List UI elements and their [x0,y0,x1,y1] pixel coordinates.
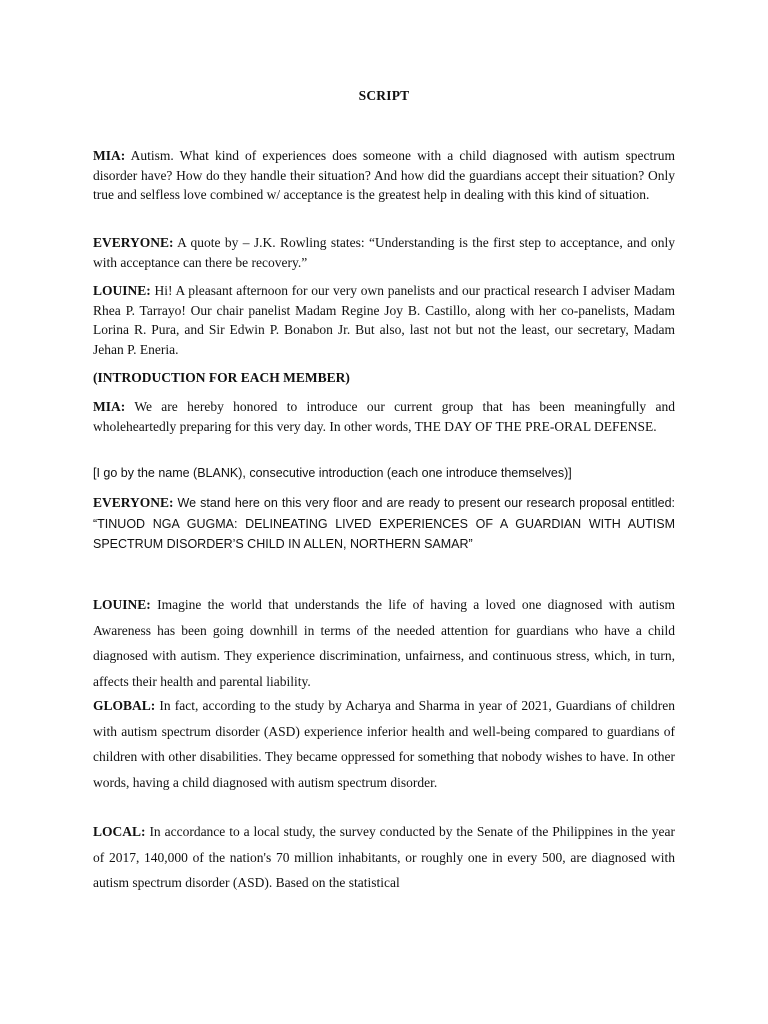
speaker-label: LOUINE: [93,597,151,612]
paragraph-text: A quote by – J.K. Rowling states: “Understanding is the first step to acceptance, and only with acceptance can there be recovery.” [93,235,675,270]
paragraph-global [93,693,675,795]
paragraph-introduction-note: [I go by the name (BLANK), consecutive introduction (each one introduce themselves)] [93,466,572,480]
speaker-label: MIA: [93,399,126,414]
paragraph-text: In fact, according to the study by Acharya and Sharma in year of 2021, Guardians of children with autism spectrum disorder (ASD) experience inferior health and well-being compared to guardians of children with other disabilities. They became oppressed for something that nobody wishes to have. In other words, having a child diagnosed with autism spectrum disorder. [93,698,676,790]
paragraph-text: We stand here on this very floor and are ready to present our research proposal entitled: “TINUOD NGA GUGMA: DELINEATING LIVED EXPERIENCES OF A GUARDIAN WITH AUTISM SPECTRUM DISORDER’S CHILD IN ALLEN, NORTHERN SAMAR” [93,496,675,551]
paragraph-everyone-quote [93,233,675,272]
paragraph-mia-intro [93,146,675,205]
speaker-label: MIA: [93,148,126,163]
paragraph-text: Hi! A pleasant afternoon for our very own panelists and our practical research I adviser Madam Rhea P. Tarrayo! Our chair panelist Madam Regine Joy B. Castillo, along with her co-panelists, Madam Lorina R. Pura, and Sir Edwin P. Bonabon Jr. But also, last not but not the least, our secretary, Madam Jehan P. Eneria. [93,283,676,357]
section-heading: (INTRODUCTION FOR EACH MEMBER) [93,370,350,385]
paragraph-text: Imagine the world that understands the life of having a loved one diagnosed with autism Awareness has been going downhill in terms of the needed attention for guardians who have a child diagnosed with autism. They experience discrimination, unfairness, and continuous stress, which, in turn, affects their health and parental liability. [93,597,675,689]
paragraph-louine-imagine [93,592,675,694]
paragraph-mia-honored [93,397,675,436]
paragraph-text: In accordance to a local study, the survey conducted by the Senate of the Philippines in the year of 2017, 140,000 of the nation's 70 million inhabitants, or roughly one in every 500, are diagnosed with autism spectrum disorder (ASD). Based on the statistical [93,824,675,890]
paragraph-everyone-proposal [93,493,675,555]
paragraph-local [93,819,675,896]
speaker-label: LOUINE: [93,283,151,298]
speaker-label: LOCAL: [93,824,146,839]
paragraph-text: Autism. What kind of experiences does someone with a child diagnosed with autism spectrum disorder have? How do they handle their situation? And how did the guardians accept their situation? Only true and selfless love combined w/ acceptance is the greatest help in dealing with this kind of situation. [93,148,675,202]
paragraph-text: We are hereby honored to introduce our current group that has been meaningfully and wholeheartedly preparing for this very day. In other words, THE DAY OF THE PRE-ORAL DEFENSE. [93,399,675,434]
speaker-label: EVERYONE: [93,495,174,510]
speaker-label: EVERYONE: [93,235,174,250]
paragraph-louine-greeting [93,281,675,359]
document-title: SCRIPT [358,88,410,103]
speaker-label: GLOBAL: [93,698,156,713]
